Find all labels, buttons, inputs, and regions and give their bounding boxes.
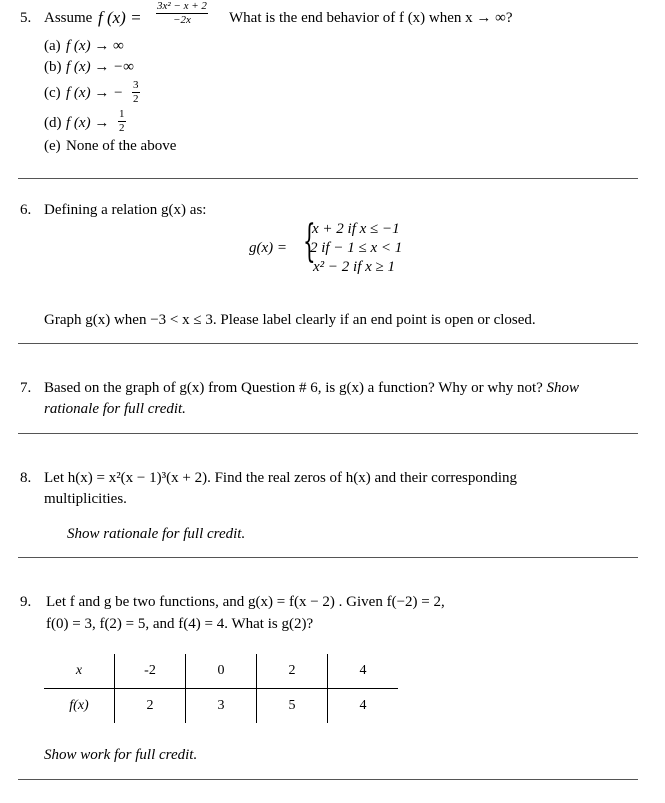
q6-number: 6. [20, 202, 32, 218]
divider [18, 343, 638, 344]
q5-function-lhs: f (x) = [98, 8, 142, 27]
q7-number: 7. [20, 380, 32, 396]
q5-option-fraction [118, 108, 126, 135]
divider [18, 557, 638, 558]
piecewise-brace-icon: { [303, 216, 316, 267]
divider [18, 779, 638, 780]
values-table [44, 654, 398, 723]
q5-option-label: (e) [44, 138, 61, 154]
q5-option-fraction-numerator: 1 [119, 108, 125, 120]
q6-instruction: Graph g(x) when −3 < x ≤ 3. Please label clearly if an end point is open or closed. [44, 312, 536, 328]
q8-number: 8. [20, 470, 32, 486]
q5-fraction-denominator: −2x [173, 14, 191, 26]
q7-prompt [44, 380, 579, 397]
q5-option-label: (a) [44, 38, 61, 54]
table-cell: 2 [115, 689, 186, 724]
q5-option-expr: f (x) → [66, 115, 110, 131]
q7-prompt-text: Based on the graph of g(x) from Question # 6, is g(x) a function? Why or why not? [44, 380, 543, 396]
q5-option-label: (b) [44, 59, 62, 75]
q6-piecewise-lhs: g(x) = [249, 240, 288, 256]
q5-option-expr: None of the above [66, 138, 177, 154]
divider [18, 178, 638, 179]
q5-option-fraction [132, 79, 140, 106]
table-row [44, 689, 398, 724]
table-cell: 4 [328, 689, 399, 724]
divider [18, 433, 638, 434]
q9-line1: Let f and g be two functions, and g(x) = f(x − 2) . Given f(−2) = 2, [46, 594, 445, 610]
table-cell: -2 [115, 654, 186, 689]
q8-rationale-note: Show rationale for full credit. [67, 526, 246, 542]
table-cell: 4 [328, 654, 399, 689]
q5-prompt-after: What is the end behavior of f (x) when x → ∞? [229, 10, 513, 26]
q5-option-expr: f (x) → − [66, 85, 124, 101]
q8-prompt-line2: multiplicities. [44, 491, 127, 507]
table-cell: 0 [186, 654, 257, 689]
q5-prompt-before: Assume [44, 10, 93, 26]
table-cell: 2 [257, 654, 328, 689]
q7-rationale-note: rationale for full credit. [44, 401, 186, 417]
table-header-cell: x [44, 654, 115, 689]
q5-number: 5. [20, 10, 32, 26]
q5-option-expr: f (x) → −∞ [66, 59, 134, 75]
q6-case: x² − 2 if x ≥ 1 [313, 259, 396, 275]
q9-work-note: Show work for full credit. [44, 747, 198, 763]
q5-option-fraction-denominator: 2 [133, 93, 139, 105]
q5-option-label: (d) [44, 115, 62, 131]
q5-option-fraction-denominator: 2 [119, 122, 125, 134]
q5-fraction-numerator: 3x² − x + 2 [157, 0, 207, 12]
q9-line2: f(0) = 3, f(2) = 5, and f(4) = 4. What is g(2)? [46, 616, 314, 632]
q8-prompt: Let h(x) = x²(x − 1)³(x + 2). Find the real zeros of h(x) and their corresponding [44, 470, 517, 486]
q7-prompt-italic: Show [546, 380, 580, 396]
q5-option-fraction-numerator: 3 [133, 79, 139, 91]
q5-option-expr: f (x) → ∞ [66, 38, 124, 54]
table-row [44, 654, 398, 689]
q6-case: x + 2 if x ≤ −1 [312, 221, 400, 237]
table-cell: 3 [186, 689, 257, 724]
q6-case: 2 if − 1 ≤ x < 1 [310, 240, 403, 256]
q5-fraction [156, 0, 208, 27]
table-header-cell: f(x) [69, 698, 89, 713]
q6-prompt: Defining a relation g(x) as: [44, 202, 207, 218]
table-cell: 5 [257, 689, 328, 724]
q5-option-label: (c) [44, 85, 61, 101]
q9-number: 9. [20, 594, 32, 610]
